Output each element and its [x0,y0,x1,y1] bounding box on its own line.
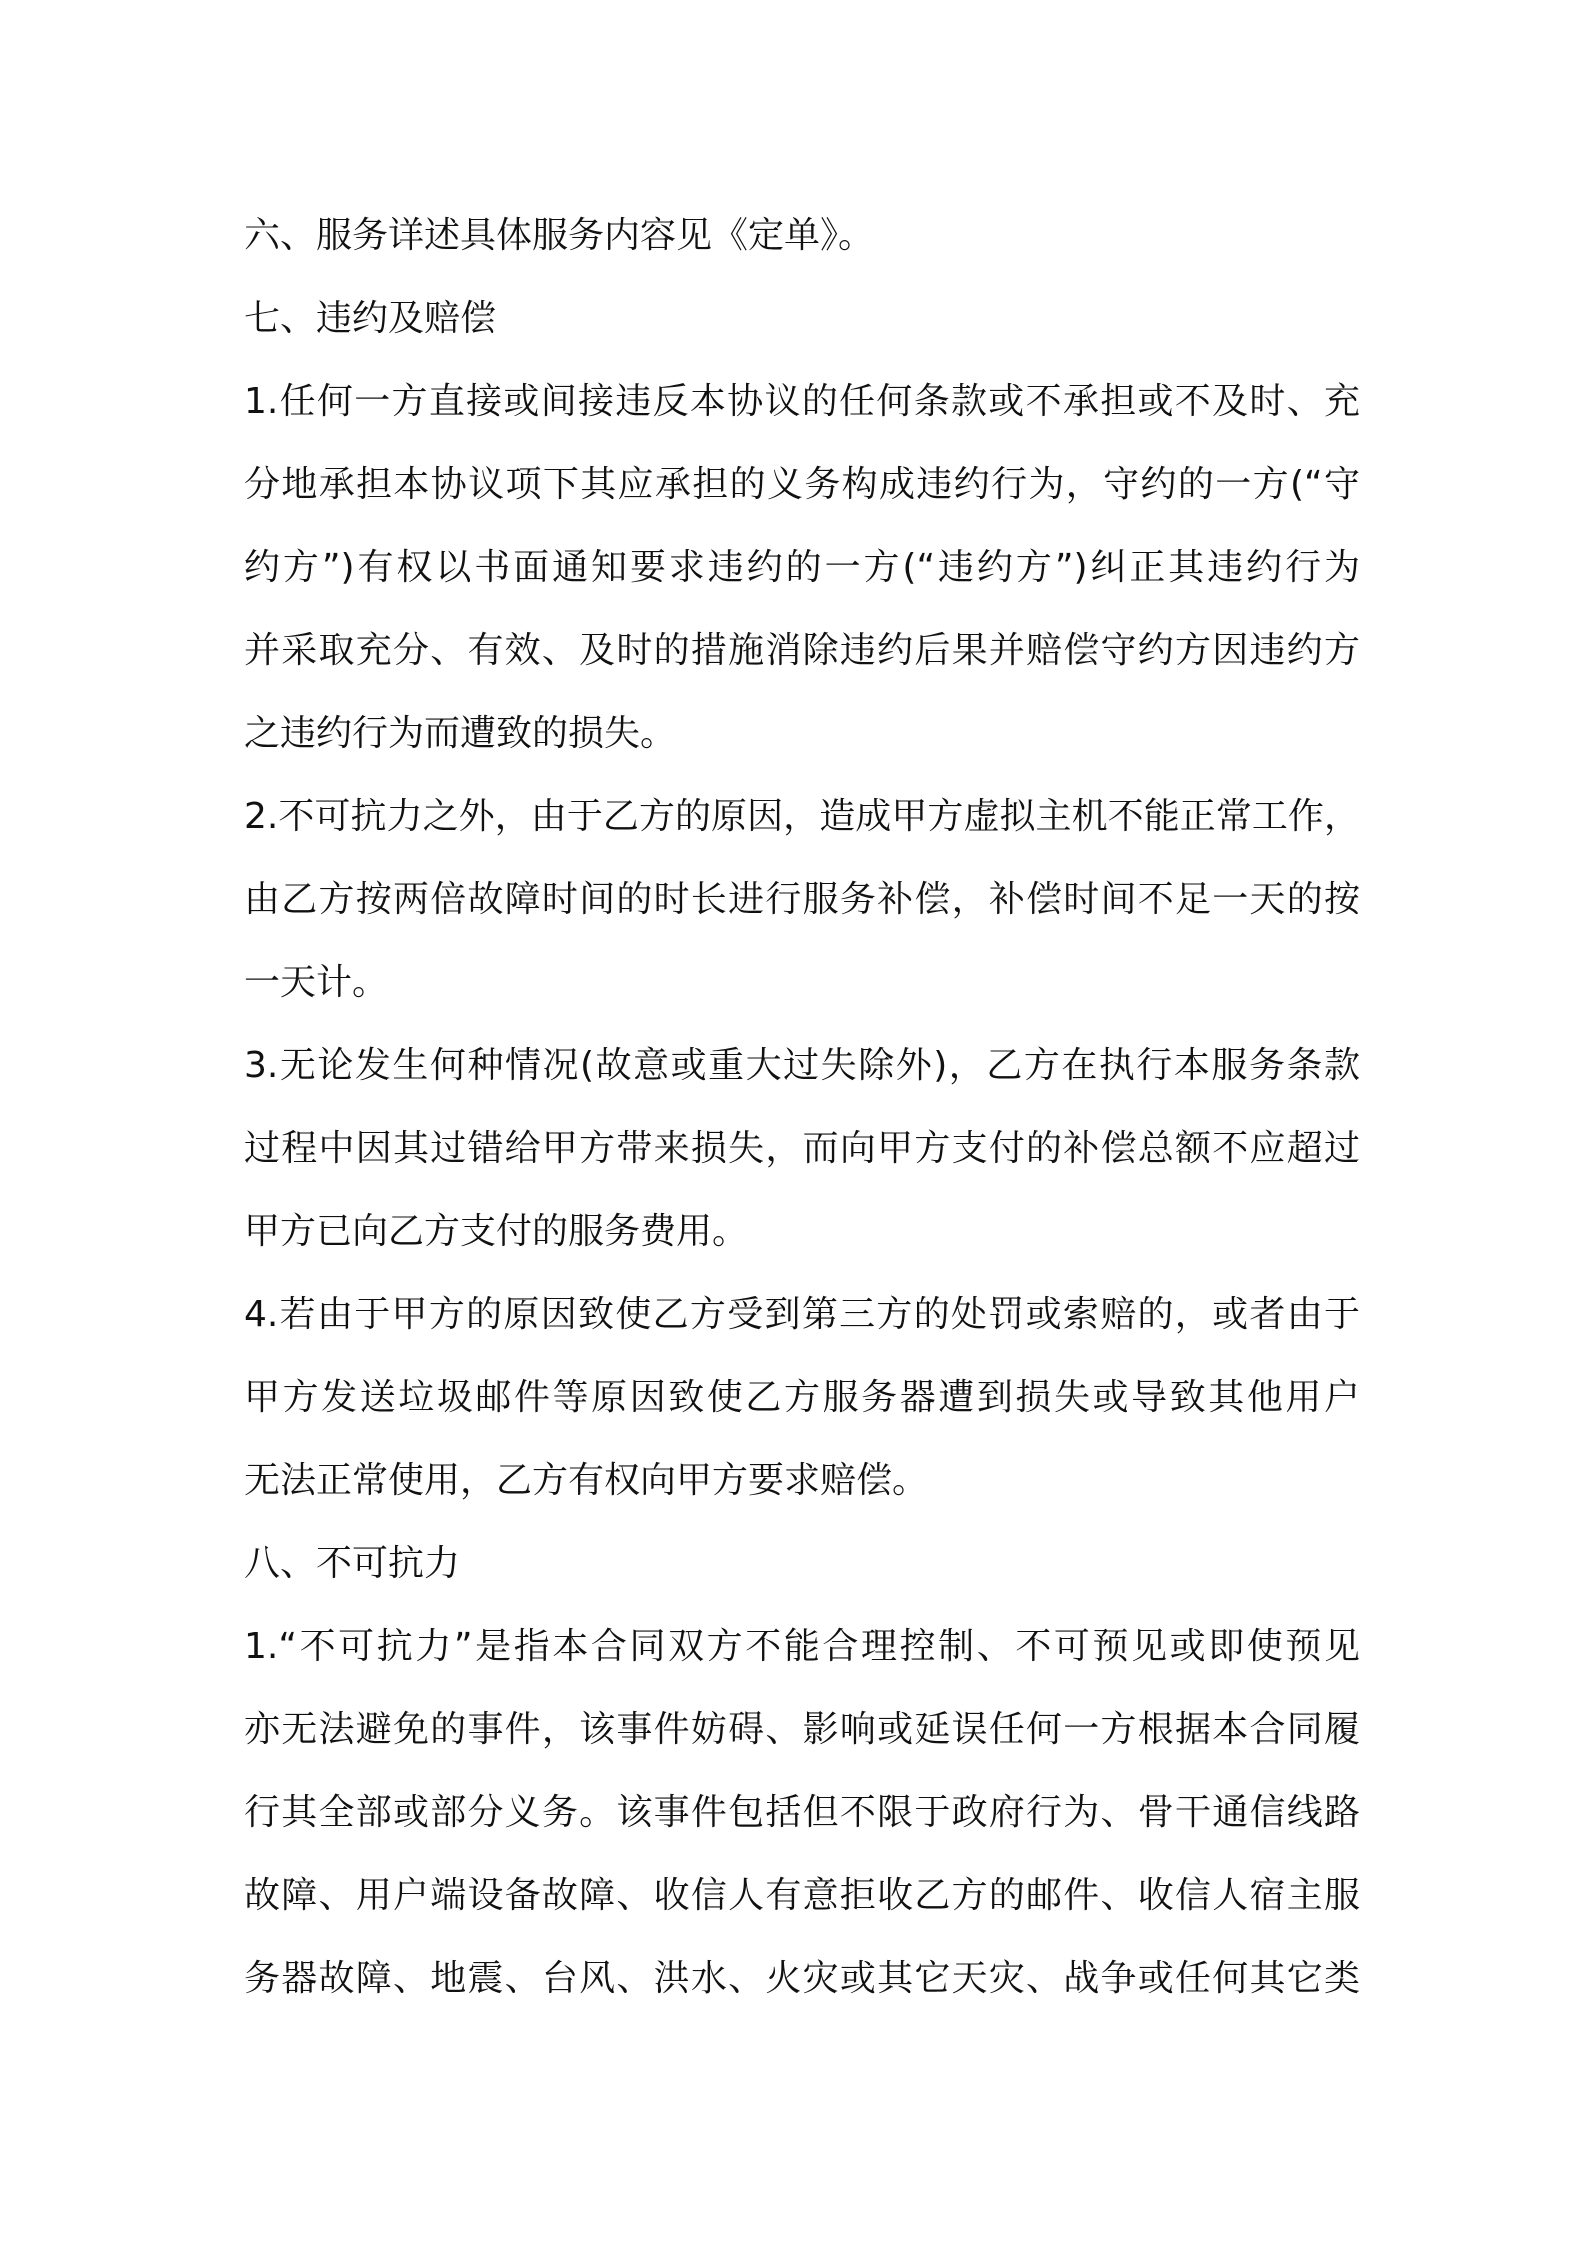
paragraph-line: 4.若由于甲方的原因致使乙方受到第三方的处罚或索赔的，或者由于 [244,1294,1360,1335]
paragraph-line: 1.任何一方直接或间接违反本协议的任何条款或不承担或不及时、充 [244,381,1360,422]
paragraph-line: 无法正常使用，乙方有权向甲方要求赔偿。 [244,1460,929,1501]
paragraph-line: 2.不可抗力之外，由于乙方的原因，造成甲方虚拟主机不能正常工作， [244,796,1360,837]
paragraph-line: 务器故障、地震、台风、洪水、火灾或其它天灾、战争或任何其它类 [244,1958,1360,1999]
document-body [244,194,1360,2020]
paragraph-line: 故障、用户端设备故障、收信人有意拒收乙方的邮件、收信人宿主服 [244,1875,1360,1916]
paragraph-line: 亦无法避免的事件，该事件妨碍、影响或延误任何一方根据本合同履 [244,1709,1360,1750]
paragraph-line: 约方”)有权以书面通知要求违约的一方(“违约方”)纠正其违约行为 [244,547,1360,588]
paragraph-line: 甲方已向乙方支付的服务费用。 [244,1211,749,1252]
paragraph-line: 1.“不可抗力”是指本合同双方不能合理控制、不可预见或即使预见 [244,1626,1360,1667]
paragraph-line: 分地承担本协议项下其应承担的义务构成违约行为，守约的一方(“守 [244,464,1360,505]
section-heading-8: 八、不可抗力 [244,1543,461,1584]
paragraph-line: 甲方发送垃圾邮件等原因致使乙方服务器遭到损失或导致其他用户 [244,1377,1360,1418]
paragraph-line: 由乙方按两倍故障时间的时长进行服务补偿，补偿时间不足一天的按 [244,879,1360,920]
section-heading-6: 六、服务详述具体服务内容见《定单》。 [244,215,875,256]
paragraph-line: 并采取充分、有效、及时的措施消除违约后果并赔偿守约方因违约方 [244,630,1360,671]
section-heading-7: 七、违约及赔偿 [244,298,497,339]
paragraph-line: 3.无论发生何种情况(故意或重大过失除外)，乙方在执行本服务条款 [244,1045,1360,1086]
paragraph-line: 过程中因其过错给甲方带来损失，而向甲方支付的补偿总额不应超过 [244,1128,1360,1169]
paragraph-line: 行其全部或部分义务。该事件包括但不限于政府行为、骨干通信线路 [244,1792,1360,1833]
paragraph-line: 之违约行为而遭致的损失。 [244,713,677,754]
paragraph-line: 一天计。 [244,962,389,1003]
